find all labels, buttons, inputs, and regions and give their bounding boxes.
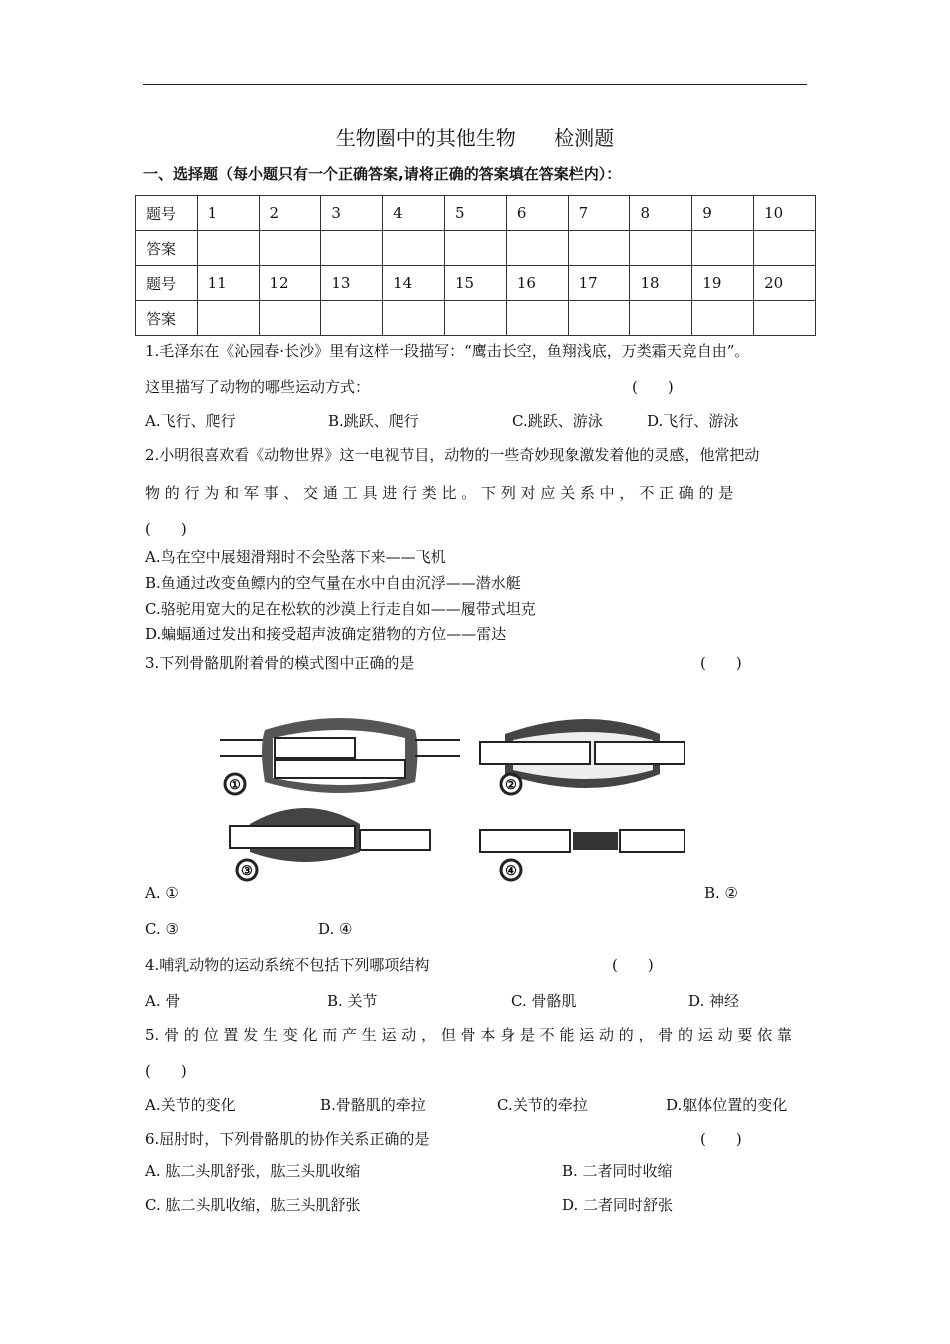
q6-option-d: D. 二者同时舒张 bbox=[562, 1196, 674, 1214]
table-row bbox=[136, 301, 816, 336]
answer-cell[interactable] bbox=[321, 231, 383, 266]
q4-stem: 4.哺乳动物的运动系统不包括下列哪项结构 bbox=[145, 956, 430, 974]
q5-option-c: C.关节的牵拉 bbox=[497, 1096, 588, 1114]
q5-option-a: A.关节的变化 bbox=[145, 1096, 236, 1114]
q5-stem: 5. 骨 的 位 置 发 生 变 化 而 产 生 运 动 ， 但 骨 本 身 是 不 能 运 动 的 ， 骨 的 运 动 要 依 靠 bbox=[145, 1026, 792, 1044]
answer-cell[interactable] bbox=[259, 301, 321, 336]
diagram-3 bbox=[230, 808, 430, 880]
question-number: 11 bbox=[197, 266, 259, 301]
answer-cell[interactable] bbox=[754, 301, 816, 336]
page-title bbox=[0, 122, 950, 151]
q1-option-c: C.跳跃、游泳 bbox=[512, 412, 603, 430]
question-number: 19 bbox=[692, 266, 754, 301]
q3-answer-paren: ( ) bbox=[700, 654, 742, 672]
q3-option-a: A. ① bbox=[145, 884, 179, 902]
diagram-1 bbox=[220, 718, 460, 794]
q2-option-b: B.鱼通过改变鱼鳔内的空气量在水中自由沉浮——潜水艇 bbox=[145, 574, 521, 592]
answer-cell[interactable] bbox=[692, 231, 754, 266]
q3-option-d: D. ④ bbox=[318, 920, 353, 938]
table-row bbox=[136, 266, 816, 301]
diagram-label-2: ② bbox=[505, 778, 517, 793]
question-number: 6 bbox=[506, 196, 568, 231]
diagram-label-4: ④ bbox=[505, 864, 517, 879]
question-number: 1 bbox=[197, 196, 259, 231]
answer-cell[interactable] bbox=[630, 231, 692, 266]
answer-cell[interactable] bbox=[444, 301, 506, 336]
q1-answer-paren: ( ) bbox=[632, 378, 674, 396]
answer-cell[interactable] bbox=[568, 301, 630, 336]
answer-cell[interactable] bbox=[692, 301, 754, 336]
question-number: 8 bbox=[630, 196, 692, 231]
answer-cell[interactable] bbox=[259, 231, 321, 266]
question-number: 18 bbox=[630, 266, 692, 301]
q6-option-c: C. 肱二头肌收缩，肱三头肌舒张 bbox=[145, 1196, 361, 1214]
question-number: 7 bbox=[568, 196, 630, 231]
q5-answer-paren: ( ) bbox=[145, 1062, 187, 1080]
question-number: 13 bbox=[321, 266, 383, 301]
table-row bbox=[136, 196, 816, 231]
q4-option-d: D. 神经 bbox=[688, 992, 740, 1010]
diagram-label-3: ③ bbox=[241, 864, 253, 879]
q1-option-d: D.飞行、游泳 bbox=[647, 412, 739, 430]
answer-cell[interactable] bbox=[197, 231, 259, 266]
answer-cell[interactable] bbox=[383, 301, 445, 336]
answer-cell[interactable] bbox=[754, 231, 816, 266]
q4-option-b: B. 关节 bbox=[327, 992, 378, 1010]
diagram-label-1: ① bbox=[229, 778, 241, 793]
answer-table bbox=[135, 195, 816, 336]
q5-option-b: B.骨骼肌的牵拉 bbox=[320, 1096, 426, 1114]
question-number: 5 bbox=[444, 196, 506, 231]
diagram-4 bbox=[480, 830, 685, 880]
q4-answer-paren: ( ) bbox=[612, 956, 654, 974]
q6-option-b: B. 二者同时收缩 bbox=[562, 1162, 673, 1180]
row-label: 题号 bbox=[136, 196, 198, 231]
q3-stem: 3.下列骨骼肌附着骨的模式图中正确的是 bbox=[145, 654, 415, 672]
title-sub: 检测题 bbox=[554, 126, 615, 150]
answer-cell[interactable] bbox=[197, 301, 259, 336]
q2-answer-paren: ( ) bbox=[145, 520, 187, 538]
answer-cell[interactable] bbox=[444, 231, 506, 266]
row-label: 题号 bbox=[136, 266, 198, 301]
answer-cell[interactable] bbox=[506, 231, 568, 266]
q2-option-c: C.骆驼用宽大的足在松软的沙漠上行走自如——履带式坦克 bbox=[145, 600, 536, 618]
q1-option-b: B.跳跃、爬行 bbox=[328, 412, 419, 430]
answer-cell[interactable] bbox=[630, 301, 692, 336]
question-number: 4 bbox=[383, 196, 445, 231]
answer-cell[interactable] bbox=[568, 231, 630, 266]
skeletal-muscle-diagram bbox=[215, 712, 685, 892]
q3-option-c: C. ③ bbox=[145, 920, 179, 938]
question-number: 16 bbox=[506, 266, 568, 301]
table-row bbox=[136, 231, 816, 266]
row-label: 答案 bbox=[136, 231, 198, 266]
question-number: 10 bbox=[754, 196, 816, 231]
row-label: 答案 bbox=[136, 301, 198, 336]
q1-stem-line2: 这里描写了动物的哪些运动方式： bbox=[145, 378, 371, 396]
diagram-2 bbox=[480, 719, 685, 794]
q6-stem: 6.屈肘时，下列骨骼肌的协作关系正确的是 bbox=[145, 1130, 430, 1148]
answer-cell[interactable] bbox=[383, 231, 445, 266]
question-number: 15 bbox=[444, 266, 506, 301]
q2-stem-line2: 物 的 行 为 和 军 事 、 交 通 工 具 进 行 类 比 。 下 列 对 应 关 系 中 ， 不 正 确 的 是 bbox=[145, 484, 734, 502]
question-number: 14 bbox=[383, 266, 445, 301]
question-number: 3 bbox=[321, 196, 383, 231]
q1-option-a: A.飞行、爬行 bbox=[145, 412, 236, 430]
answer-cell[interactable] bbox=[506, 301, 568, 336]
answer-cell[interactable] bbox=[321, 301, 383, 336]
q4-option-a: A. 骨 bbox=[145, 992, 181, 1010]
q2-option-d: D.蝙蝠通过发出和接受超声波确定猎物的方位——雷达 bbox=[145, 625, 507, 643]
question-number: 9 bbox=[692, 196, 754, 231]
q6-option-a: A. 肱二头肌舒张，肱三头肌收缩 bbox=[145, 1162, 361, 1180]
question-number: 17 bbox=[568, 266, 630, 301]
q5-option-d: D.躯体位置的变化 bbox=[666, 1096, 788, 1114]
q2-option-a: A.鸟在空中展翅滑翔时不会坠落下来——飞机 bbox=[145, 548, 446, 566]
question-number: 12 bbox=[259, 266, 321, 301]
q2-stem-line1: 2.小明很喜欢看《动物世界》这一电视节目，动物的一些奇妙现象激发着他的灵感，他常把动 bbox=[145, 446, 760, 464]
question-number: 2 bbox=[259, 196, 321, 231]
title-main: 生物圈中的其他生物 bbox=[335, 126, 516, 150]
section-heading: 一、选择题（每小题只有一个正确答案,请将正确的答案填在答案栏内）： bbox=[143, 165, 622, 183]
q1-stem-line1: 1.毛泽东在《沁园春·长沙》里有这样一段描写：“鹰击长空，鱼翔浅底，万类霜天竞自由”。 bbox=[145, 342, 750, 360]
header-rule bbox=[143, 84, 807, 85]
question-number: 20 bbox=[754, 266, 816, 301]
q6-answer-paren: ( ) bbox=[700, 1130, 742, 1148]
q3-option-b: B. ② bbox=[704, 884, 739, 902]
q4-option-c: C. 骨骼肌 bbox=[511, 992, 577, 1010]
